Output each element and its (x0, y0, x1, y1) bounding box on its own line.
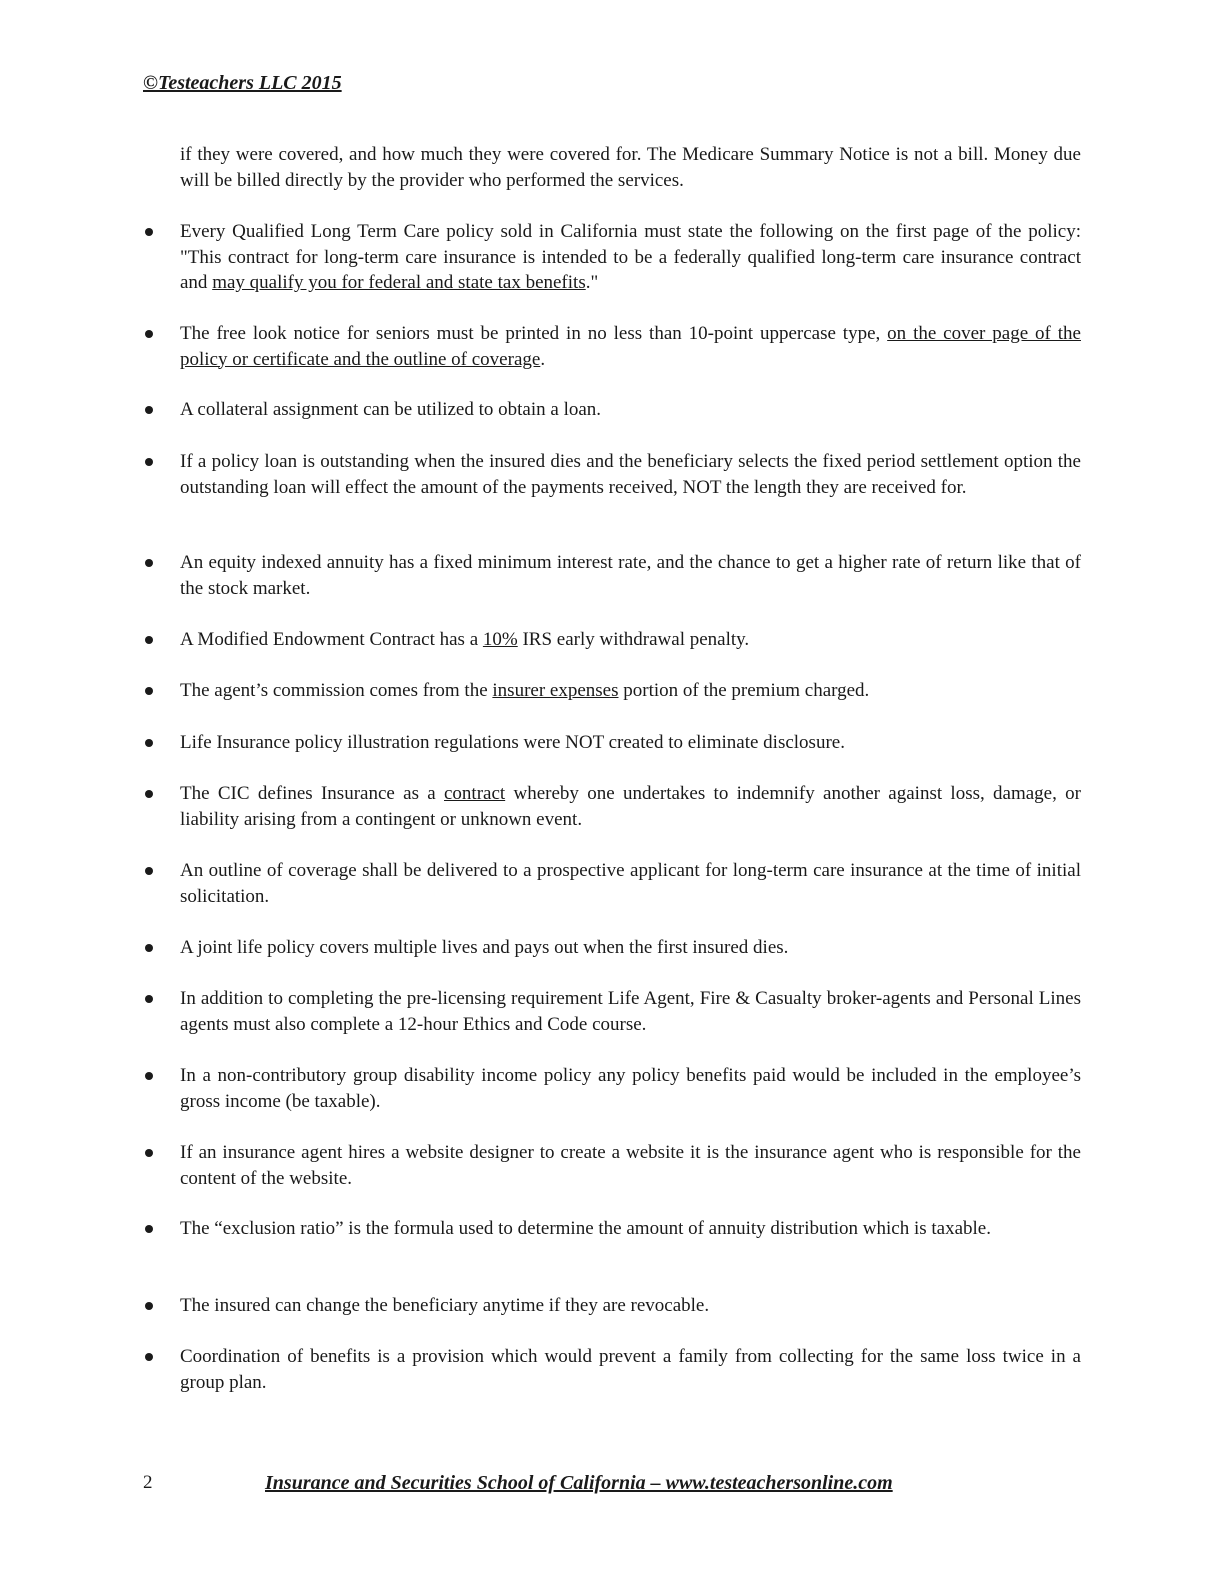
item-text: In addition to completing the pre-licensing requirement Life Agent, Fire & Casualty broker-agents and Personal Lines agents must also complete a 12-hour Ethics and Code course. (180, 988, 1081, 1035)
list-item-text (180, 1063, 1081, 1114)
bullet-dot-icon (145, 1353, 153, 1361)
list-item-text (180, 627, 1081, 653)
bullet-dot-icon (145, 944, 153, 952)
footer-school-link[interactable]: Insurance and Securities School of California – www.testeachersonline.com (265, 1472, 893, 1494)
item-text: A collateral assignment can be utilized to obtain a loan. (180, 399, 602, 420)
underlined-text: may qualify you for federal and state tax benefits (212, 272, 586, 293)
item-text-end: . (540, 348, 546, 370)
underlined-text: contract (444, 783, 506, 804)
underlined-text: insurer expenses (492, 680, 619, 701)
item-text: If an insurance agent hires a website designer to create a website it is the insurance agent who is responsible for the content of the website. (180, 1142, 1081, 1189)
list-item-text (180, 1140, 1081, 1191)
item-text-end: ." (585, 272, 599, 293)
item-text: The agent’s commission comes from the (180, 680, 493, 701)
bullet-dot-icon (145, 739, 153, 747)
bullet-dot-icon (145, 559, 153, 567)
item-text-end: portion of the premium charged. (618, 680, 870, 701)
copyright-header: ©Testeachers LLC 2015 (143, 72, 342, 94)
list-item-text (180, 1216, 1081, 1242)
bullet-dot-icon (145, 1149, 153, 1157)
bullet-dot-icon (145, 228, 153, 236)
item-text-end: whereby one undertakes to indemnify another against loss, damage, or liability arising from a contingent or unknown event. (180, 783, 1081, 830)
list-item-text (180, 1293, 1081, 1319)
item-text: An outline of coverage shall be delivered to a prospective applicant for long-term care insurance at the time of initial solicitation. (180, 860, 1081, 907)
page-number: 2 (143, 1472, 153, 1493)
bullet-dot-icon (145, 687, 153, 695)
bullet-dot-icon (145, 995, 153, 1003)
item-text: The CIC defines Insurance as a (180, 783, 444, 804)
bullet-dot-icon (145, 1072, 153, 1080)
item-text: Life Insurance policy illustration regulations were NOT created to eliminate disclosure. (180, 732, 845, 753)
item-text: Coordination of benefits is a provision which would prevent a family from collecting for the same loss twice in a group plan. (180, 1346, 1081, 1393)
bullet-dot-icon (145, 867, 153, 875)
item-text: If a policy loan is outstanding when the insured dies and the beneficiary selects the fixed period settlement option the outstanding loan will effect the amount of the payments received, NOT the length they are received for. (180, 451, 1081, 498)
bullet-dot-icon (145, 636, 153, 644)
list-item-text (180, 321, 1081, 372)
item-text: An equity indexed annuity has a fixed minimum interest rate, and the chance to get a higher rate of return like that of the stock market. (180, 552, 1081, 599)
item-text: Every Qualified Long Term Care policy sold in California must state the following on the first page of the policy: "This contract for long-term care insurance is intended to be a federally qualified long-term care insurance contract and (180, 221, 1081, 293)
item-text: A Modified Endowment Contract has a (180, 629, 483, 650)
underlined-text: on the cover page of the policy or certificate and the outline of coverage (180, 323, 1081, 370)
bullet-dot-icon (145, 790, 153, 798)
list-item-text (180, 986, 1081, 1037)
bullet-dot-icon (145, 1225, 153, 1233)
intro-paragraph: if they were covered, and how much they were covered for. The Medicare Summary Notice is not a bill. Money due will be billed directly by the provider who performed the services. (180, 144, 1081, 191)
bullet-dot-icon (145, 1302, 153, 1310)
list-item-text (180, 935, 1081, 961)
list-item-text (180, 449, 1081, 500)
item-text: The “exclusion ratio” is the formula used to determine the amount of annuity distribution which is taxable. (180, 1218, 991, 1239)
bullet-dot-icon (145, 458, 153, 466)
list-item-text (180, 730, 1081, 756)
item-text: The free look notice for seniors must be printed in no less than 10-point uppercase type, (180, 323, 888, 344)
item-text: A joint life policy covers multiple lives and pays out when the first insured dies. (180, 937, 789, 958)
item-text: In a non-contributory group disability income policy any policy benefits paid would be included in the employee’s gross income (be taxable). (180, 1065, 1081, 1112)
bullet-dot-icon (145, 406, 153, 414)
list-item-text (180, 781, 1081, 832)
list-item-text (180, 550, 1081, 601)
bullet-dot-icon (145, 330, 153, 338)
list-item-text (180, 678, 1081, 704)
list-item-text (180, 397, 1081, 423)
list-item-text (180, 1344, 1081, 1395)
list-item-text (180, 858, 1081, 909)
list-item-text (180, 219, 1081, 296)
underlined-text: 10% (482, 629, 518, 650)
item-text-end: IRS early withdrawal penalty. (517, 629, 750, 650)
item-text: The insured can change the beneficiary anytime if they are revocable. (180, 1295, 710, 1316)
